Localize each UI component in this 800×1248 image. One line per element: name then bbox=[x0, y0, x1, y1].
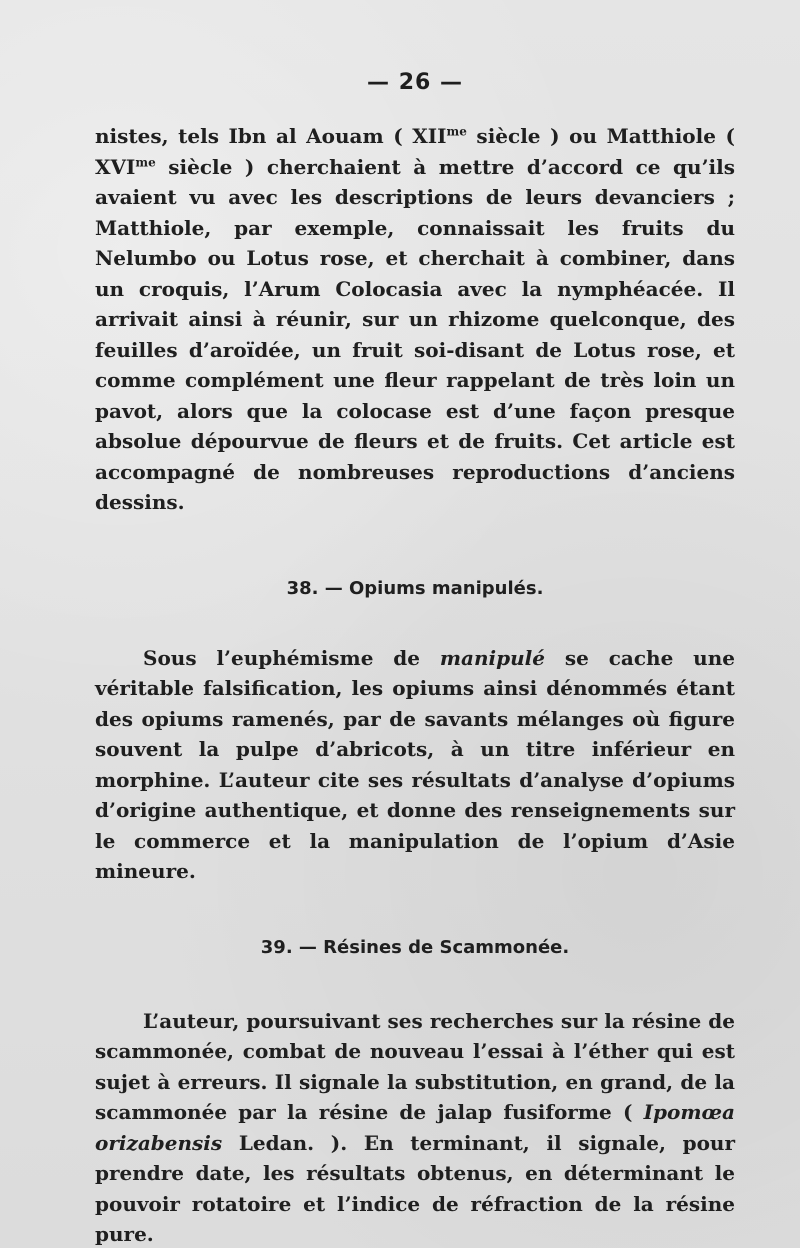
section-38-paragraph bbox=[95, 643, 735, 887]
intro-text-2: siècle ) ou Matthiole ( XVI bbox=[95, 124, 735, 179]
intro-paragraph bbox=[95, 121, 735, 518]
intro-text-1: nistes, tels Ibn al Aouam ( XII bbox=[95, 124, 447, 148]
intro-text-3: siècle ) cherchaient à mettre d’accord ce qu’ils avaient vu avec les descriptions de leurs devanciers ; Matthiole, par exemple, connaissait les fruits du Nelumbo ou Lotus rose, et cherchait à combiner, dans un croquis, l’Arum Colocasia avec la nymphéacée. Il arrivait ainsi à réunir, sur un rhizome quelconque, des feuilles d’aroïdée, un fruit soi-disant de Lotus rose, et comme complément une fleur rappelant de très loin un pavot, alors que la colocase est d’une façon presque absolue dépourvue de fleurs et de fruits. Cet article est accompagné de nombreuses reproductions d’anciens dessins. bbox=[95, 154, 735, 514]
section-39-text-2: Ledan. ). En terminant, il signale, pour prendre date, les résultats obtenus, en déterminant le pouvoir rotatoire et l’indice de réfraction de la résine pure. bbox=[95, 1130, 735, 1246]
section-38-text-1: Sous l’euphémisme de bbox=[143, 645, 440, 670]
page-content bbox=[95, 70, 735, 1248]
intro-superscript-1: me bbox=[446, 124, 467, 139]
page-number: — 26 — bbox=[367, 70, 463, 95]
intro-superscript-2: me bbox=[135, 154, 156, 169]
section-39-paragraph bbox=[95, 1006, 735, 1248]
section-38-heading: 38. — Opiums manipulés. bbox=[286, 577, 544, 599]
section-38-text-2: se cache une véritable falsification, les opiums ainsi dénommés étant des opiums ramenés, par de savants mélanges où figure souvent la pulpe d’abricots, à un titre inférieur en morphine. L’auteur cite ses résultats d’analyse d’opiums d’origine authentique, et donne des renseignements sur le commerce et la manipulation de l’opium d’Asie mineure. bbox=[95, 645, 735, 883]
section-39-heading: 39. — Résines de Scammonée. bbox=[260, 936, 570, 958]
section-39-text-1: L’auteur, poursuivant ses recherches sur la résine de scammonée, combat de nouveau l’essai à l’éther qui est sujet à erreurs. Il signale la substitution, en grand, de la scammonée par la résine de jalap fusiforme ( bbox=[95, 1008, 735, 1124]
section-39-emphasis: Ipomœa orizabensis bbox=[95, 1100, 735, 1155]
section-38-emphasis: manipulé bbox=[439, 645, 545, 670]
